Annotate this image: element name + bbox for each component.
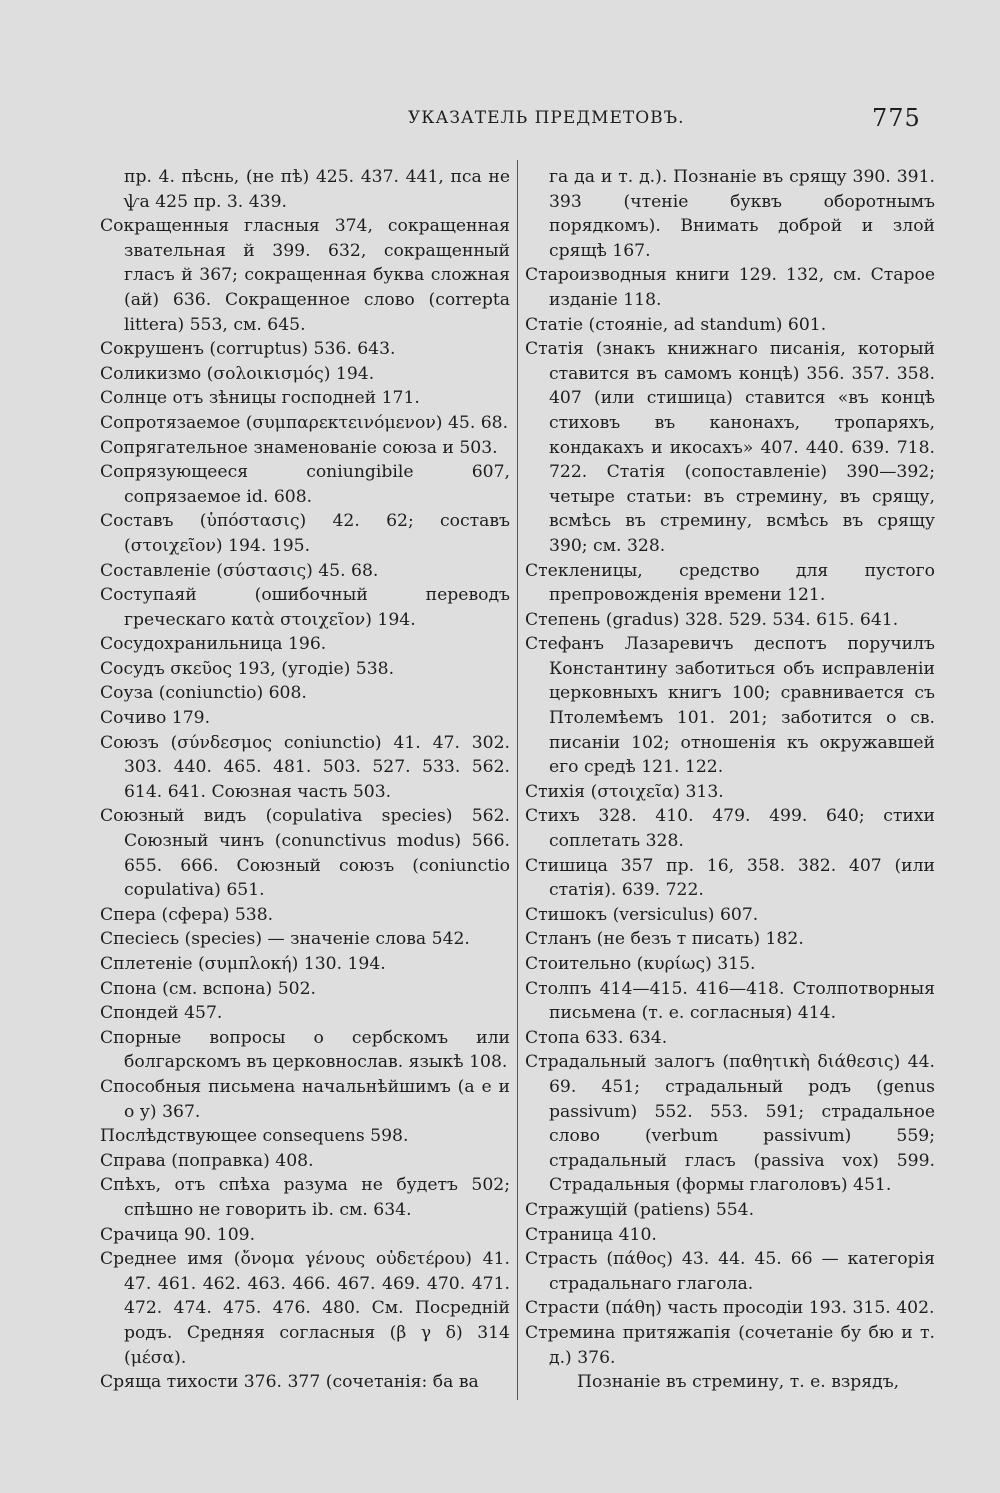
index-entry: Спѣхъ, отъ спѣха разума не будетъ 502; спѣшно не говорить ib. см. 634.: [100, 1175, 510, 1220]
index-entry: Сопротязаемое (συμπαρεκτεινόμενον) 45. 68.: [100, 412, 509, 433]
index-entry: Спорные вопросы о сербскомъ или болгарскомъ въ церковнослав. языкѣ 108.: [100, 1027, 510, 1073]
index-entry: Составленіе (σύστασις) 45. 68.: [100, 560, 379, 581]
index-entry: Стекленицы, средство для пустого препровожденія времени 121.: [525, 560, 935, 606]
index-entry: Статіе (стояніе, ad standum) 601.: [525, 314, 827, 335]
index-entry: Стишица 357 пр. 16, 358. 382. 407 (или статія). 639. 722.: [525, 855, 935, 901]
index-entry: Сокрушенъ (corruptus) 536. 643.: [100, 339, 396, 360]
index-entry: Страдальный залогъ (παθητικὴ διάθεσις) 44. 69. 451; страдальный родъ (genus passivum) 552. 553. 591; страдальное слово (verbum passivum) 559; страдальный гласъ (passiva vox) 599. Страдальныя (формы глаголовъ) 451.: [525, 1052, 935, 1196]
index-entry: Соликизмо (σολοικισμός) 194.: [100, 363, 375, 384]
index-entry: Столпъ 414—415. 416—418. Столпотворныя письмена (т. е. согласныя) 414.: [525, 978, 935, 1024]
index-entry: пр. 4. пѣснь, (не пѣ) 425. 437. 441, пса не ѱа 425 пр. 3. 439.: [124, 167, 510, 212]
index-entry: га да и т. д.). Познаніе въ срящу 390. 391. 393 (чтеніе буквъ оборотнымъ порядкомъ). Внимать доброй и злой срящѣ 167.: [549, 167, 935, 261]
column-divider: [517, 160, 518, 1400]
index-entry: Соуза (coniunctio) 608.: [100, 683, 307, 704]
index-entry: Солнце отъ зѣницы господней 171.: [100, 388, 420, 409]
index-entry: Способныя письмена начальнѣйшимъ (а е и о у) 367.: [100, 1076, 510, 1122]
index-entry: Сосудохранильница 196.: [100, 634, 327, 655]
index-entry: Стишокъ (versiculus) 607.: [525, 904, 759, 925]
index-entry: Спера (сфера) 538.: [100, 904, 274, 925]
index-entry: Срачица 90. 109.: [100, 1224, 256, 1245]
page-number: 775: [872, 104, 921, 132]
index-entry: Стихія (στοιχεῖα) 313.: [525, 781, 724, 802]
index-entry: Послѣдствующее consequens 598.: [100, 1126, 409, 1147]
index-entry: Спондей 457.: [100, 1003, 223, 1024]
index-entry: Стремина притяжапія (сочетаніе бу бю и т. д.) 376.: [525, 1322, 935, 1368]
index-entry: Стихъ 328. 410. 479. 499. 640; стихи соплетать 328.: [525, 806, 935, 852]
index-entry: Стопа 633. 634.: [525, 1027, 668, 1048]
index-entry: Сопрязующееся coniungibile 607, сопрязаемое id. 608.: [100, 462, 510, 507]
index-entry: Степень (gradus) 328. 529. 534. 615. 641.: [525, 609, 899, 630]
index-entry: Стефанъ Лазаревичъ деспотъ поручилъ Константину заботиться объ исправленіи церковныхъ книгъ 100; сравнивается съ Птолемѣемъ 101. 201; заботится о св. писаніи 102; отношенія къ окружавшей его средѣ 121. 122.: [525, 634, 935, 778]
index-entry: Сопрягательное знаменованіе союза и 503.: [100, 437, 498, 458]
index-entry: Спесіесь (species) — значеніе слова 542.: [100, 929, 470, 950]
index-entry: Стражущій (patiens) 554.: [525, 1199, 755, 1220]
index-column-right: [525, 165, 935, 1395]
index-entry: Соступаяй (ошибочный переводъ греческаго κατὰ στοιχεῖον) 194.: [100, 585, 510, 630]
index-entry: Сплетеніе (συμπλοκή) 130. 194.: [100, 954, 386, 974]
index-entry: Справа (поправка) 408.: [100, 1150, 314, 1171]
index-entry: Страсти (πάθη) часть просодіи 193. 315. 402.: [525, 1298, 935, 1319]
index-entry: Страсть (πάθος) 43. 44. 45. 66 — категорія страдальнаго глагола.: [525, 1249, 935, 1294]
index-column-left: [100, 165, 510, 1395]
index-entry: Среднее имя (ὄνομα γένους οὐδετέρου) 41. 47. 461. 462. 463. 466. 467. 469. 470. 471. 472. 474. 475. 476. 480. См. Посредній родъ. Средняя согласныя (β γ δ) 314 (μέσα).: [100, 1249, 510, 1368]
index-entry: Союзъ (σύνδεσμος coniunctio) 41. 47. 302. 303. 440. 465. 481. 503. 527. 533. 562. 614. 641. Союзная часть 503.: [100, 732, 510, 802]
index-entry: Познаніе въ стремину, т. е. взрядъ,: [577, 1372, 900, 1393]
index-entry: Спона (см. вспона) 502.: [100, 978, 316, 999]
index-entry: Сочиво 179.: [100, 708, 211, 729]
index-entry: Староизводныя книги 129. 132, см. Старое изданіе 118.: [525, 265, 935, 310]
index-entry: Сосудъ σκεῦος 193, (угодіе) 538.: [100, 658, 395, 679]
index-entry: Стоительно (κυρίως) 315.: [525, 954, 756, 974]
index-entry: Сокращенныя гласныя 374, сокращенная звательная й 399. 632, сокращенный гласъ й 367; сокращенная буква сложная (ай) 636. Сокращенное слово (corrеpta littera) 553, см. 645.: [100, 216, 510, 335]
index-entry: Составъ (ὑπόστασις) 42. 62; составъ (στοιχεῖον) 194. 195.: [100, 511, 510, 556]
index-entry: Статія (знакъ книжнаго писанія, который ставится въ самомъ концѣ) 356. 357. 358. 407 (или стишица) ставится «въ концѣ стиховъ въ канонахъ, тропаряхъ, кондакахъ и икосахъ» 407. 440. 639. 718. 722. Статія (сопоставленіе) 390—392; четыре статьи: въ стремину, въ срящу, всмѣсь въ стремину, всмѣсь въ срящу 390; см. 328.: [525, 339, 935, 556]
running-head: УКАЗАТЕЛЬ ПРЕДМЕТОВЪ.: [408, 108, 685, 128]
index-entry: Сряща тихости 376. 377 (сочетанія: ба ва: [100, 1372, 479, 1393]
index-entry: Союзный видъ (copulativa species) 562. Союзный чинъ (conunctivus modus) 566. 655. 666. Союзный союзъ (coniunctio copulativa) 651.: [100, 806, 510, 901]
index-entry: Стланъ (не безъ т писать) 182.: [525, 929, 804, 950]
index-entry: Страница 410.: [525, 1224, 657, 1245]
